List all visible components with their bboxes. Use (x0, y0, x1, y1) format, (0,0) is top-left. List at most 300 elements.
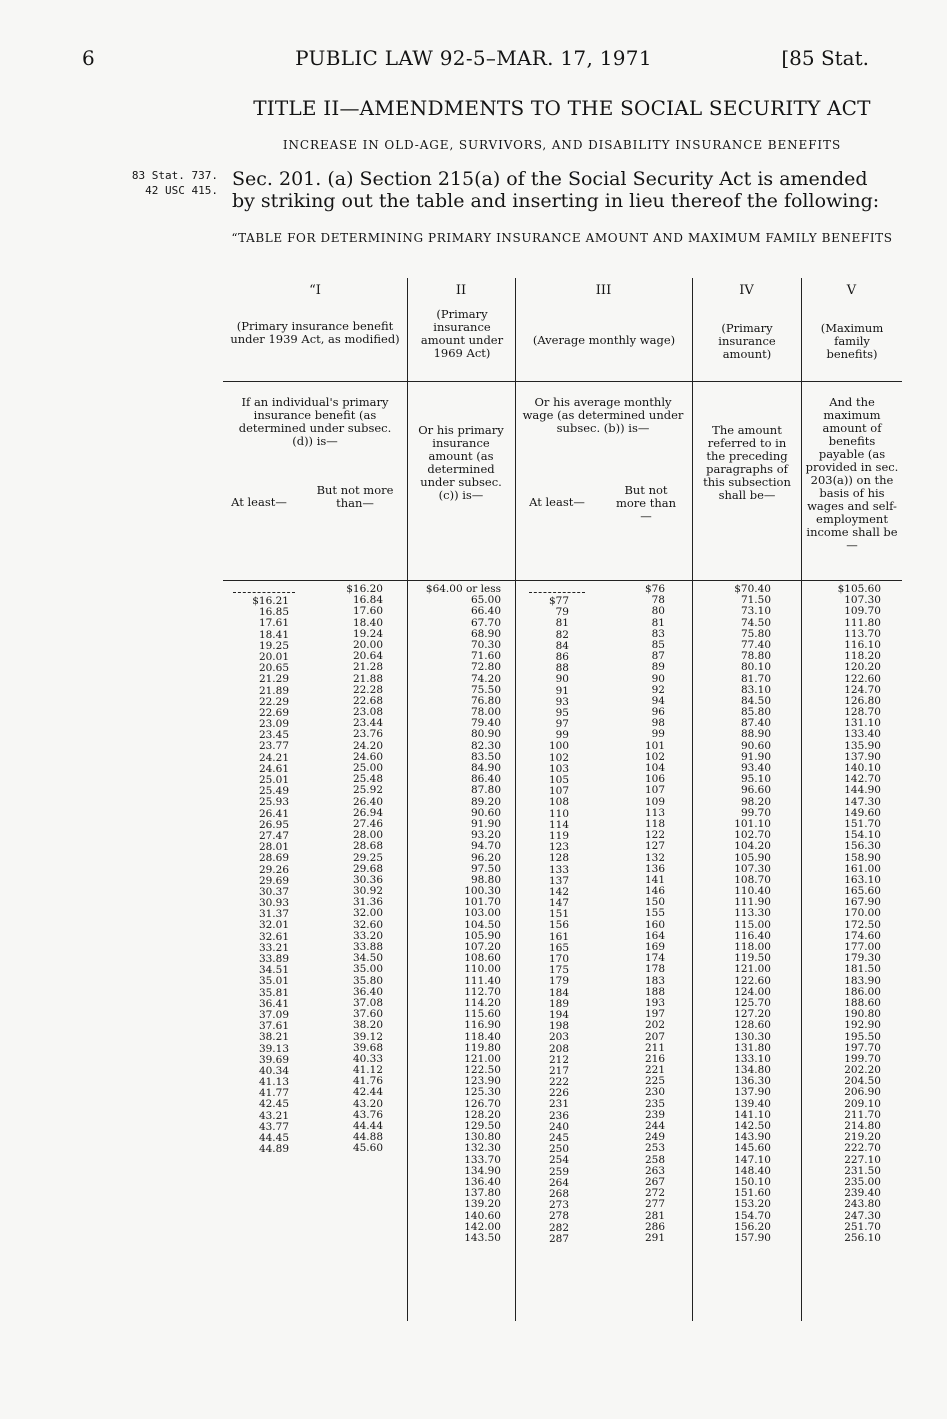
table-cell: 129.50 (464, 1120, 501, 1132)
table-cell: 137 (548, 874, 569, 887)
table-cell: 136.30 (734, 1075, 771, 1088)
table-cell: 140.10 (844, 762, 881, 774)
table-cell: 184 (548, 986, 569, 999)
table-cell: 123.90 (464, 1075, 501, 1088)
table-cell: 109 (644, 795, 665, 808)
table-cell: 175 (548, 964, 569, 977)
table-cell: 165.60 (844, 885, 881, 898)
table-cell: 167.90 (844, 896, 881, 909)
running-title: PUBLIC LAW 92-5–MAR. 17, 1971 (295, 46, 652, 70)
col-v-description: And the maximum amount of benefits payable (as provided in sec. 203(a)) on the basis of his wages and self-employment income shall be— (805, 395, 899, 552)
table-cell: 202 (644, 1019, 665, 1032)
table-cell: 203 (548, 1031, 569, 1044)
table-cell: 91.90 (740, 750, 771, 763)
table-cell: 174 (644, 952, 665, 965)
table-cell: 118.00 (734, 941, 771, 953)
table-cell: 70.30 (470, 638, 501, 651)
col-ii-description: Or his primary insurance amount (as determined under subsec. (c)) is— (418, 423, 504, 502)
table-cell: 154.70 (734, 1209, 771, 1222)
table-cell: 80.90 (470, 728, 501, 741)
table-cell: 95.10 (740, 773, 771, 786)
table-cell: 111.80 (844, 616, 881, 629)
col-i-not-more-values (323, 584, 383, 1155)
table-cell: 118 (644, 817, 665, 830)
table-cell: 281 (644, 1209, 665, 1222)
table-cell: 42.45 (258, 1098, 289, 1111)
table-cell: 122.50 (464, 1064, 501, 1077)
table-cell: 29.25 (352, 851, 383, 864)
table-cell: 131.80 (734, 1041, 771, 1054)
table-cell: 236 (548, 1109, 569, 1122)
table-cell: 40.34 (258, 1064, 289, 1077)
table-cell: 72.80 (470, 661, 501, 674)
table-cell: 39.13 (258, 1042, 289, 1055)
table-cell: 37.08 (352, 996, 383, 1009)
table-cell: 16.85 (258, 606, 289, 619)
table-cell: 75.50 (470, 683, 501, 696)
table-cell: 21.89 (258, 684, 289, 697)
table-cell: 38.21 (258, 1031, 289, 1044)
table-cell: 35.01 (258, 975, 289, 988)
table-cell: 21.88 (352, 672, 383, 685)
table-cell: 108.60 (464, 952, 501, 965)
table-cell: 83 (651, 627, 665, 640)
table-cell: 75.80 (740, 627, 771, 640)
table-cell: 105 (548, 774, 569, 786)
table-cell: 137.80 (464, 1187, 501, 1200)
table-cell: 145.60 (734, 1142, 771, 1155)
table-cell: 126.70 (464, 1097, 501, 1110)
table-cell: 107 (644, 784, 665, 797)
table-cell: 101.70 (464, 896, 501, 909)
table-cell: 115.00 (734, 918, 771, 931)
table-cell: 151 (548, 908, 569, 921)
table-cell: 87 (651, 650, 665, 663)
col-iii-roman: III (595, 283, 612, 298)
table-cell: 25.93 (258, 796, 289, 809)
table-cell: 128.20 (464, 1108, 501, 1121)
col-iv-description: The amount referred to in the preceding paragraphs of this subsection shall be— (703, 423, 791, 502)
table-cell: 136 (644, 862, 665, 875)
table-cell: 28.01 (258, 841, 289, 854)
table-cell: 28.68 (352, 840, 383, 853)
table-cell: 20.64 (352, 650, 383, 663)
table-cell: 226 (548, 1087, 569, 1100)
table-cell: 118.20 (844, 650, 881, 663)
table-cell: 23.76 (352, 728, 383, 741)
table-cell: 80 (651, 605, 665, 618)
table-cell: $16.21 (252, 595, 289, 607)
table-cell: 199.70 (844, 1052, 881, 1065)
table-cell: 264 (548, 1176, 569, 1189)
table-cell: 26.94 (352, 806, 383, 819)
table-cell: 216 (644, 1052, 665, 1065)
header-rule (223, 381, 902, 382)
table-cell: 79 (555, 606, 569, 619)
table-cell: 101.10 (734, 817, 771, 830)
table-cell: 71.60 (470, 650, 501, 663)
running-header (0, 46, 947, 76)
table-cell: 161.00 (844, 862, 881, 875)
table-cell: 30.36 (352, 873, 383, 886)
col-ii-roman: II (455, 283, 467, 298)
table-cell: 37.09 (258, 1008, 289, 1021)
table-cell: 158.90 (844, 851, 881, 864)
table-cell: 104.20 (734, 840, 771, 853)
table-cell: 97.50 (470, 862, 501, 875)
table-cell: 99 (651, 728, 665, 741)
title-heading: TITLE II—AMENDMENTS TO THE SOCIAL SECURITY ACT (253, 96, 871, 120)
table-cell: 165 (548, 941, 569, 954)
table-cell: 102.70 (734, 829, 771, 842)
col-i-description: If an individual's primary insurance benefit (as determined under subsec. (d)) is— (238, 395, 392, 448)
table-cell: 126.80 (844, 694, 881, 707)
table-cell: 143.90 (734, 1131, 771, 1144)
table-cell: 183 (644, 974, 665, 987)
table-cell: 154.10 (844, 829, 881, 842)
table-cell: 193 (644, 996, 665, 1009)
table-cell: 25.01 (258, 774, 289, 786)
table-cell: 36.41 (258, 997, 289, 1010)
table-cell: 124.00 (734, 985, 771, 998)
table-cell: 273 (548, 1199, 569, 1212)
table-cell: 183.90 (844, 974, 881, 987)
table-cell: 105.90 (734, 851, 771, 864)
table-cell: 142 (548, 885, 569, 898)
table-cell: 144.90 (844, 784, 881, 797)
table-cell: 142.50 (734, 1120, 771, 1132)
table-cell: 98.80 (470, 873, 501, 886)
table-cell: 192.90 (844, 1019, 881, 1032)
col-iii-not-more-values (619, 584, 665, 1244)
table-cell: 71.50 (740, 594, 771, 607)
table-cell: 131.10 (844, 717, 881, 730)
table-cell: 87.40 (740, 717, 771, 730)
table-cell: 30.37 (258, 885, 289, 898)
table-cell: 142.70 (844, 773, 881, 786)
table-cell: 41.13 (258, 1076, 289, 1089)
table-cell: 22.68 (352, 694, 383, 707)
table-cell: 94.70 (470, 840, 501, 853)
table-cell: 188.60 (844, 996, 881, 1009)
table-cell: 93.40 (740, 762, 771, 774)
table-cell: 156.30 (844, 840, 881, 853)
table-cell: 30.93 (258, 897, 289, 910)
table-cell: 116.90 (464, 1019, 501, 1032)
column-divider (515, 278, 516, 1321)
table-cell: 17.60 (352, 605, 383, 618)
table-cell: 84 (555, 639, 569, 652)
page-number: 6 (82, 46, 95, 70)
table-cell: 74.20 (470, 672, 501, 685)
table-cell: 151.60 (734, 1187, 771, 1200)
table-cell: 32.60 (352, 918, 383, 931)
table-cell: 156.20 (734, 1220, 771, 1233)
margin-note: 42 USC 415. (145, 184, 218, 197)
table-cell: 84.50 (740, 694, 771, 707)
table-cell: 43.21 (258, 1109, 289, 1122)
table-cell: 133.10 (734, 1052, 771, 1065)
table-cell: 96.20 (470, 851, 501, 864)
table-cell: 170 (548, 953, 569, 965)
table-cell: 115.60 (464, 1008, 501, 1021)
table-cell: 259 (548, 1165, 569, 1178)
table-cell: 68.90 (470, 627, 501, 640)
table-cell: 110.00 (464, 963, 501, 976)
table-cell: 27.46 (352, 817, 383, 830)
table-cell: 43.77 (258, 1120, 289, 1133)
table-cell: 23.44 (352, 717, 383, 730)
table-cell: 113.70 (844, 627, 881, 640)
table-cell: 18.41 (258, 628, 289, 641)
table-cell: 258 (644, 1153, 665, 1166)
table-cell: 90 (555, 673, 569, 686)
col-v-caption: (Maximum family benefits) (820, 321, 884, 361)
table-cell: 135.90 (844, 739, 881, 752)
column-divider (692, 278, 693, 1321)
table-cell: 102 (548, 751, 569, 764)
table-cell: 33.88 (352, 941, 383, 953)
table-cell: 91 (555, 684, 569, 697)
table-cell: 41.12 (352, 1064, 383, 1077)
table-cell: 108 (548, 796, 569, 809)
table-cell: 16.84 (352, 594, 383, 607)
col-iii-at-least-values (529, 596, 569, 1245)
table-cell: 44.89 (258, 1143, 289, 1156)
table-cell: 148.40 (734, 1164, 771, 1177)
table-cell: 35.00 (352, 963, 383, 976)
table-cell: 93 (555, 695, 569, 708)
table-cell: 221 (644, 1064, 665, 1077)
table-cell: 225 (644, 1075, 665, 1088)
table-cell: 89 (651, 661, 665, 674)
table-cell: 113 (644, 806, 665, 819)
dashed-leader (529, 592, 585, 593)
table-cell: 81.70 (740, 672, 771, 685)
table-cell: 96 (651, 706, 665, 719)
table-cell: 214.80 (844, 1120, 881, 1132)
table-cell: 99 (555, 729, 569, 742)
table-cell: 142.00 (464, 1220, 501, 1233)
table-cell: 112.70 (464, 985, 501, 998)
statute-reference: [85 Stat. (781, 46, 869, 70)
table-cell: 231.50 (844, 1164, 881, 1177)
table-cell: 32.61 (258, 930, 289, 943)
table-cell: 88.90 (740, 728, 771, 741)
table-cell: 18.40 (352, 616, 383, 629)
table-cell: 139.20 (464, 1198, 501, 1211)
table-cell: 133 (548, 863, 569, 876)
table-cell: 39.68 (352, 1041, 383, 1054)
table-cell: 113.30 (734, 907, 771, 920)
table-cell: 22.28 (352, 683, 383, 696)
table-cell: 104.50 (464, 918, 501, 931)
benefit-table (223, 278, 902, 1321)
table-cell: 76.80 (470, 694, 501, 707)
col-i-not-more-header: But not more than— (316, 483, 394, 510)
table-cell: 24.61 (258, 762, 289, 775)
table-cell: 43.76 (352, 1108, 383, 1121)
col-iii-not-more-header: But not more than— (615, 483, 677, 523)
table-cell: 31.36 (352, 896, 383, 909)
table-cell: 178 (644, 963, 665, 976)
table-cell: 235.00 (844, 1175, 881, 1188)
table-cell: 245 (548, 1132, 569, 1144)
table-cell: 155 (644, 907, 665, 920)
table-cell: 179 (548, 975, 569, 988)
table-cell: 267 (644, 1175, 665, 1188)
table-cell: 90.60 (740, 739, 771, 752)
table-cell: 114 (548, 818, 569, 831)
table-cell: 137.90 (844, 750, 881, 763)
table-cell: 45.60 (352, 1142, 383, 1155)
table-cell: 106 (644, 773, 665, 786)
table-cell: 134.90 (464, 1164, 501, 1177)
table-cell: 109.70 (844, 605, 881, 618)
table-cell: 253 (644, 1142, 665, 1155)
table-cell: 35.81 (258, 986, 289, 999)
table-cell: 243.80 (844, 1198, 881, 1211)
table-cell: $16.20 (346, 583, 383, 595)
table-cell: 287 (548, 1232, 569, 1245)
table-cell: 100 (548, 740, 569, 753)
table-cell: 198 (548, 1020, 569, 1033)
col-ii-caption: (Primary insurance amount under 1969 Act) (420, 307, 504, 360)
table-cell: 139.40 (734, 1097, 771, 1110)
col-iii-caption: (Average monthly wage) (532, 333, 676, 347)
table-cell: 190.80 (844, 1008, 881, 1021)
table-cell: 95 (555, 706, 569, 719)
table-cell: 188 (644, 985, 665, 998)
table-cell: 86 (555, 650, 569, 663)
table-cell: 44.45 (258, 1132, 289, 1144)
table-cell: 217 (548, 1064, 569, 1077)
table-cell: 37.61 (258, 1020, 289, 1033)
table-cell: 204.50 (844, 1075, 881, 1088)
table-cell: 146 (644, 885, 665, 898)
table-cell: 147.30 (844, 795, 881, 808)
table-cell: 121.00 (464, 1052, 501, 1065)
table-cell: 140.60 (464, 1209, 501, 1222)
table-cell: 197.70 (844, 1041, 881, 1054)
table-cell: 263 (644, 1164, 665, 1177)
table-cell: 122.60 (734, 974, 771, 987)
table-cell: $105.60 (837, 583, 881, 595)
table-cell: $77 (548, 595, 569, 607)
table-cell: 272 (644, 1187, 665, 1200)
subtitle-heading: INCREASE IN OLD-AGE, SURVIVORS, AND DISABILITY INSURANCE BENEFITS (282, 138, 842, 152)
table-cell: 174.60 (844, 929, 881, 942)
table-cell: 286 (644, 1220, 665, 1233)
table-cell: 110 (548, 807, 569, 820)
table-cell: 83.10 (740, 683, 771, 696)
table-cell: 102 (644, 750, 665, 763)
table-cell: 33.21 (258, 941, 289, 954)
table-cell: 114.20 (464, 996, 501, 1009)
table-cell: 65.00 (470, 594, 501, 607)
column-divider (407, 278, 408, 1321)
table-cell: 107.20 (464, 941, 501, 953)
table-cell: 177.00 (844, 941, 881, 953)
table-cell: 100.30 (464, 885, 501, 898)
table-cell: 25.49 (258, 785, 289, 798)
table-cell: 151.70 (844, 817, 881, 830)
table-cell: 87.80 (470, 784, 501, 797)
table-cell: 98.20 (740, 795, 771, 808)
table-cell: 231 (548, 1098, 569, 1111)
table-cell: 79.40 (470, 717, 501, 730)
table-cell: 20.65 (258, 662, 289, 675)
table-cell: 197 (644, 1008, 665, 1021)
table-cell: 147.10 (734, 1153, 771, 1166)
table-cell: 25.92 (352, 784, 383, 797)
table-cell: 26.41 (258, 807, 289, 820)
table-cell: 157.90 (734, 1231, 771, 1244)
table-cell: 30.92 (352, 885, 383, 898)
table-cell: 150 (644, 896, 665, 909)
table-cell: 235 (644, 1097, 665, 1110)
table-cell: 82 (555, 628, 569, 641)
table-cell: 26.40 (352, 795, 383, 808)
table-cell: 141.10 (734, 1108, 771, 1121)
table-cell: 66.40 (470, 605, 501, 618)
table-cell: 36.40 (352, 985, 383, 998)
table-cell: 28.00 (352, 829, 383, 842)
table-cell: 169 (644, 941, 665, 953)
table-cell: 28.69 (258, 852, 289, 865)
table-cell: 24.60 (352, 750, 383, 763)
table-cell: 116.10 (844, 638, 881, 651)
table-cell: 119.80 (464, 1041, 501, 1054)
table-cell: 24.21 (258, 751, 289, 764)
table-cell: 251.70 (844, 1220, 881, 1233)
table-cell: 141 (644, 873, 665, 886)
table-cell: 44.44 (352, 1120, 383, 1132)
table-cell: 86.40 (470, 773, 501, 786)
table-cell: 41.77 (258, 1087, 289, 1100)
table-cell: 21.29 (258, 673, 289, 686)
table-cell: 150.10 (734, 1175, 771, 1188)
table-cell: 219.20 (844, 1131, 881, 1144)
table-cell: 127 (644, 840, 665, 853)
table-cell: 33.20 (352, 929, 383, 942)
table-cell: 81 (651, 616, 665, 629)
table-cell: 239.40 (844, 1187, 881, 1200)
table-cell: 25.48 (352, 773, 383, 786)
table-cell: 80.10 (740, 661, 771, 674)
table-cell: 19.24 (352, 627, 383, 640)
table-cell: 29.68 (352, 862, 383, 875)
table-cell: 29.69 (258, 874, 289, 887)
table-cell: 98 (651, 717, 665, 730)
table-cell: 24.20 (352, 739, 383, 752)
table-cell: 122 (644, 829, 665, 842)
table-cell: 81 (555, 617, 569, 630)
table-cell: 125.70 (734, 996, 771, 1009)
table-cell: 189 (548, 997, 569, 1010)
table-cell: 105.90 (464, 929, 501, 942)
table-cell: 227.10 (844, 1153, 881, 1166)
table-cell: 94 (651, 694, 665, 707)
table-cell: 133.40 (844, 728, 881, 741)
table-cell: 44.88 (352, 1131, 383, 1144)
table-cell: 40.33 (352, 1052, 383, 1065)
table-cell: 103.00 (464, 907, 501, 920)
table-cell: 161 (548, 930, 569, 943)
table-cell: 194 (548, 1008, 569, 1021)
table-cell: $64.00 or less (425, 583, 501, 595)
table-cell: 222.70 (844, 1142, 881, 1155)
